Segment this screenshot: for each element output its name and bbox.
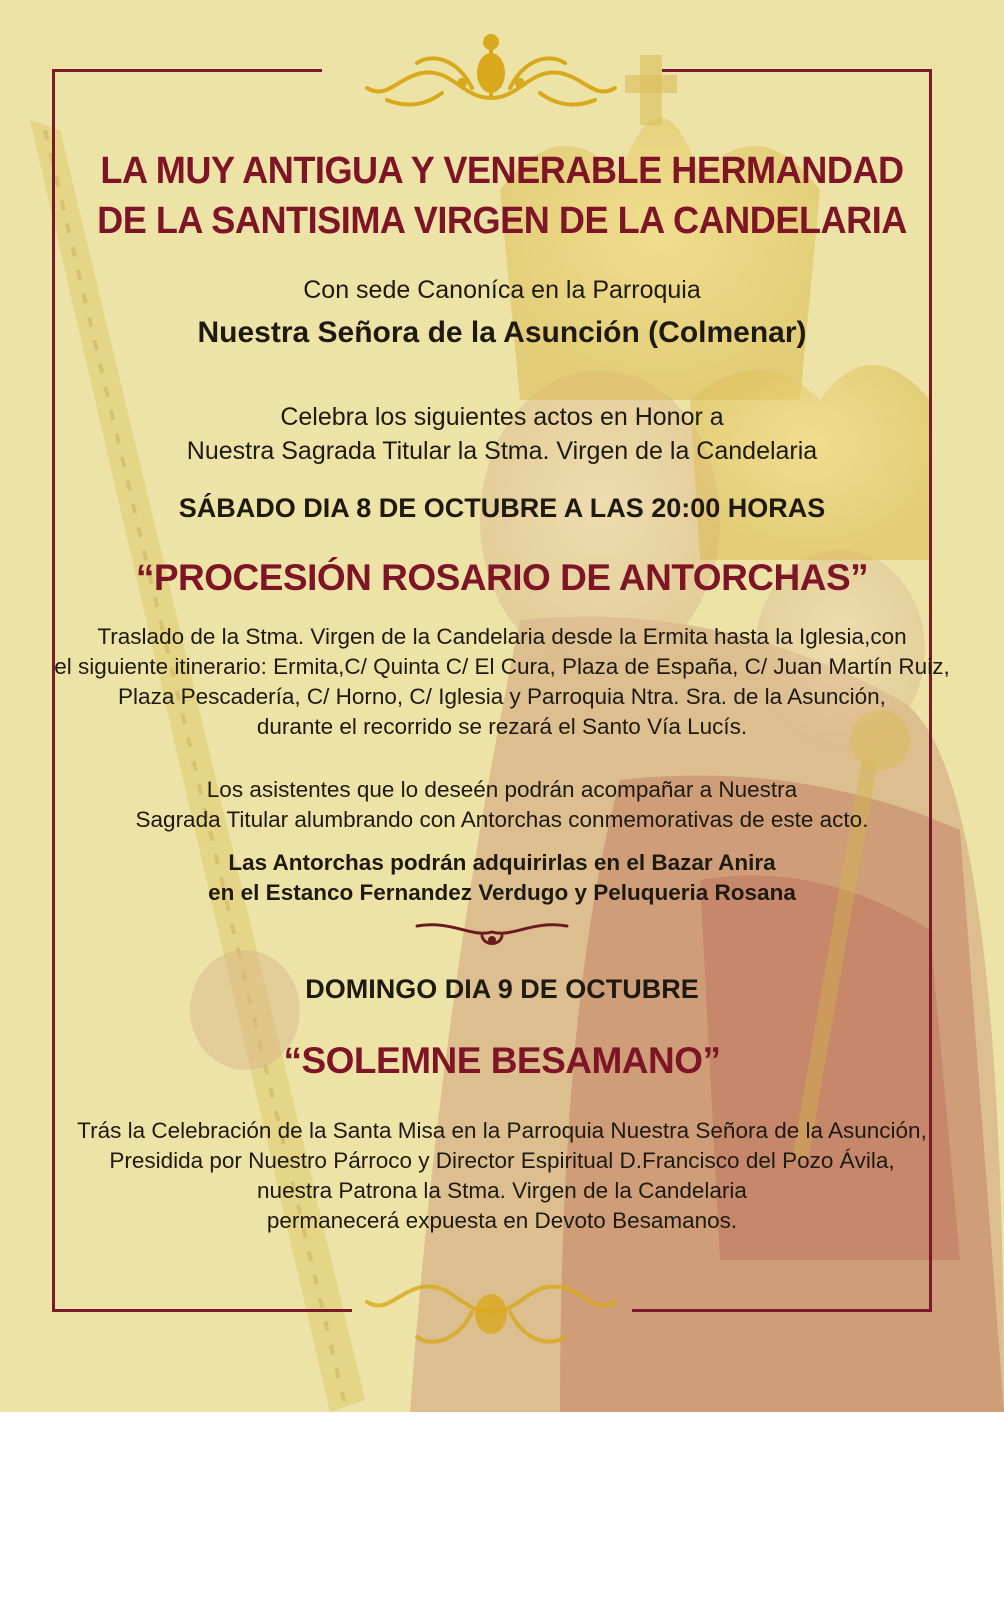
attendees-line: Los asistentes que lo deseén podrán acompañar a Nuestra <box>206 777 798 802</box>
celebrates-line-1: Celebra los siguientes actos en Honor a <box>280 403 724 431</box>
bottom-gold-ornament <box>362 1272 620 1354</box>
title-line-1: LA MUY ANTIGUA Y VENERABLE HERMANDAD <box>100 150 904 192</box>
frame-bottom-right <box>632 1309 932 1312</box>
event2-desc-line: permanecerá expuesta en Devoto Besamanos. <box>266 1208 738 1233</box>
event2-desc-line: Trás la Celebración de la Santa Misa en la Parroquia Nuestra Señora de la Asunción, <box>77 1118 927 1143</box>
event1-description <box>0 622 1004 742</box>
parish-name: Nuestra Señora de la Asunción (Colmenar) <box>197 316 807 349</box>
seat-intro: Con sede Canoníca en la Parroquia <box>303 276 701 304</box>
torches-line: en el Estanco Fernandez Verdugo y Peluqueria Rosana <box>208 880 796 905</box>
celebrates-line-2: Nuestra Sagrada Titular la Stma. Virgen de la Candelaria <box>186 437 818 465</box>
event2-date: DOMINGO DIA 9 DE OCTUBRE <box>305 974 699 1004</box>
title-line-2: DE LA SANTISIMA VIRGEN DE LA CANDELARIA <box>97 200 907 242</box>
event1-desc-line: Plaza Pescadería, C/ Horno, C/ Iglesia y Parroquia Ntra. Sra. de la Asunción, <box>118 684 886 709</box>
event1-attendees <box>0 775 1004 835</box>
attendees-line: Sagrada Titular alumbrando con Antorchas conmemorativas de este acto. <box>135 807 869 832</box>
event1-date: SÁBADO DIA 8 DE OCTUBRE A LAS 20:00 HORAS <box>178 493 826 523</box>
frame-bottom-left <box>52 1309 352 1312</box>
event1-desc-line: durante el recorrido se rezará el Santo Vía Lucís. <box>256 714 748 739</box>
frame-top-left <box>52 69 322 72</box>
event2-description <box>0 1116 1004 1236</box>
torches-line: Las Antorchas podrán adquirirlas en el Bazar Anira <box>228 850 776 875</box>
frame-top-right <box>662 69 932 72</box>
event1-torches <box>0 848 1004 908</box>
event2-name: “SOLEMNE BESAMANO” <box>283 1040 721 1081</box>
top-gold-ornament <box>362 28 620 110</box>
event1-desc-line: el siguiente itinerario: Ermita,C/ Quinta C/ El Cura, Plaza de España, C/ Juan Martín Ruiz, <box>54 654 950 679</box>
divider-flourish <box>412 918 572 948</box>
event1-name: “PROCESIÓN ROSARIO DE ANTORCHAS” <box>135 557 869 598</box>
event2-desc-line: Presidida por Nuestro Párroco y Director Espiritual D.Francisco del Pozo Ávila, <box>109 1148 895 1173</box>
event1-desc-line: Traslado de la Stma. Virgen de la Candelaria desde la Ermita hasta la Iglesia,con <box>97 624 907 649</box>
event2-desc-line: nuestra Patrona la Stma. Virgen de la Candelaria <box>257 1178 747 1203</box>
